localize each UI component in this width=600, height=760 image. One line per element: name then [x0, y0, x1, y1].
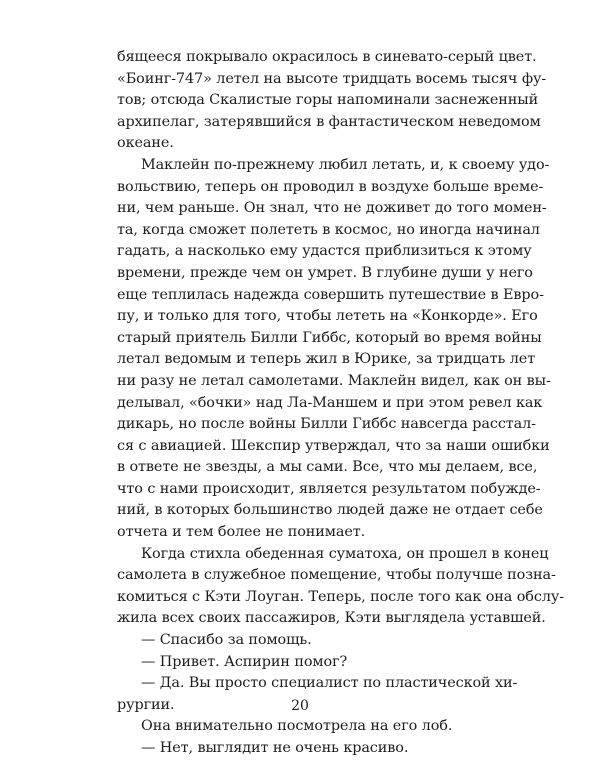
page-number: 20	[291, 698, 309, 714]
text-line: комиться с Кэти Лоуган. Теперь, после того как она обслу-	[117, 588, 564, 605]
text-line: самолета в служебное помещение, чтобы получше позна-	[117, 567, 556, 584]
text-line: Когда стихла обеденная суматоха, он прошел в конец	[141, 545, 549, 562]
text-line: ни разу не летал самолетами. Маклейн видел, как он вы-	[117, 372, 551, 389]
text-line: та, когда сможет полететь в космос, но иногда начинал	[117, 221, 540, 238]
text-line: бящееся покрывало окрасилось в синевато-серый цвет.	[117, 49, 537, 65]
text-line: — Привет. Аспирин помог?	[141, 653, 348, 670]
text-line: — Спасибо за помощь.	[141, 632, 312, 649]
text-line: тов; отсюда Скалистые горы напоминали заснеженный	[117, 92, 539, 109]
text-line: в ответе не звезды, а мы сами. Все, что мы делаем, все,	[117, 459, 538, 476]
text-line: рургии.	[117, 696, 175, 713]
text-line: вольствию, теперь он проводил в воздухе больше време-	[117, 178, 544, 195]
text-line: архипелаг, затерявшийся в фантастическом неведомом	[117, 113, 541, 130]
text-line: океане.	[117, 135, 174, 152]
text-line: — Да. Вы просто специалист по пластической хи-	[141, 675, 518, 692]
text-line: еще теплилась надежда совершить путешествие в Евро-	[117, 286, 544, 303]
text-line: Она внимательно посмотрела на его лоб.	[141, 718, 453, 735]
text-line: летал ведомым и теперь жил в Юрике, за тридцать лет	[117, 351, 536, 368]
text-line: жила всех своих пассажиров, Кэти выглядела уставшей.	[117, 610, 546, 627]
text-line: делывал, «бочки» над Ла-Маншем и при этом ревел как	[117, 394, 543, 411]
text-line: отчета и тем более не понимает.	[117, 524, 366, 541]
text-line: старый приятель Билли Гиббс, который во время войны	[117, 329, 542, 346]
text-line: Маклейн по-прежнему любил летать, и, к своему удо-	[141, 156, 550, 173]
text-line: «Боинг-747» летел на высоте тридцать восемь тысяч фу-	[117, 70, 547, 87]
text-line: — Нет, выглядит не очень красиво.	[141, 740, 409, 756]
text-line: ся с авиацией. Шекспир утверждал, что за наши ошибки	[117, 437, 550, 454]
text-line: гадать, а насколько ему удастся приблизиться к этому	[117, 243, 532, 260]
text-line: что с нами происходит, является результатом побужде-	[117, 480, 541, 497]
text-line: ни, чем раньше. Он знал, что не доживет до того момен-	[117, 200, 547, 217]
text-line: времени, прежде чем он умрет. В глубине души у него	[117, 264, 533, 281]
text-line: пу, и только для того, чтобы лететь на «Конкорде». Его	[117, 308, 538, 325]
text-line: ний, в которых большинство людей даже не отдает себе	[117, 502, 543, 519]
page-text	[117, 47, 564, 760]
text-line: дикарь, но после войны Билли Гиббс навсегда расстал-	[117, 416, 536, 433]
